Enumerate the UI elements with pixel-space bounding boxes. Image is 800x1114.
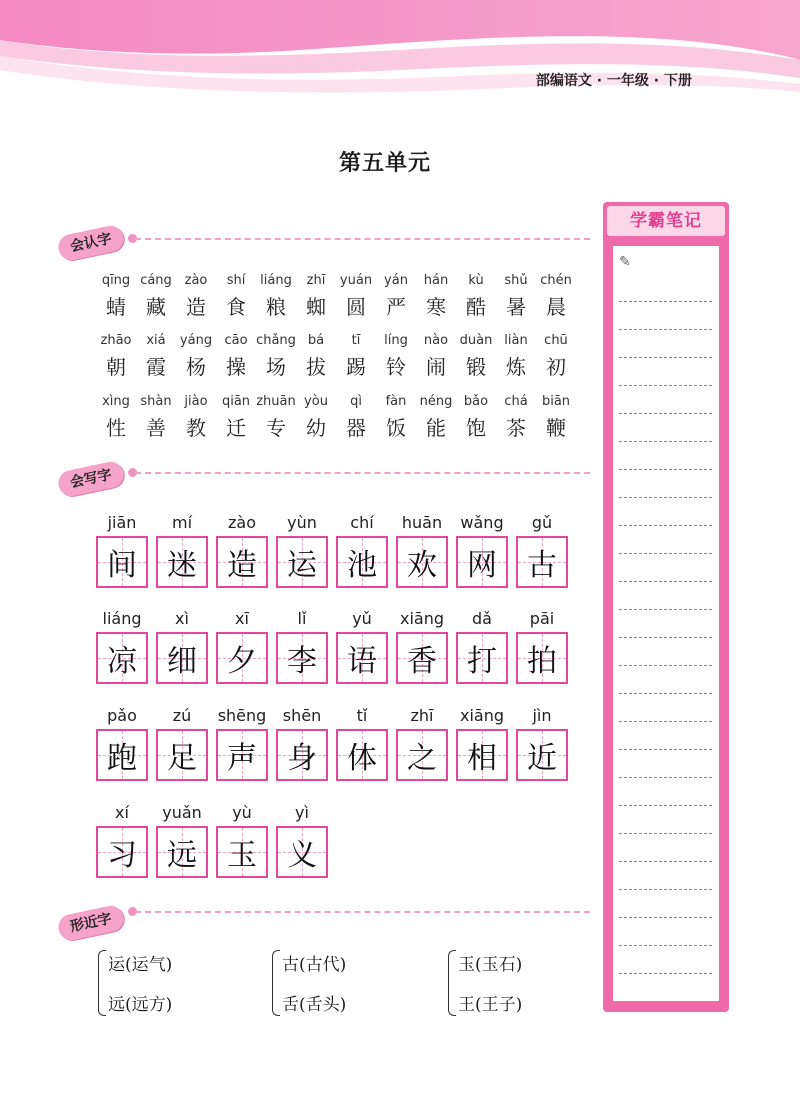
hanzi: 远 — [167, 838, 197, 873]
tian-grid-box — [456, 632, 508, 684]
tian-grid-box — [456, 536, 508, 588]
recognize-char — [256, 333, 296, 381]
write-char — [276, 608, 336, 684]
hanzi: 能 — [426, 416, 446, 440]
write-char — [96, 608, 156, 684]
recognize-char — [256, 273, 296, 321]
hanzi: 寒 — [426, 295, 446, 319]
tian-grid-box — [276, 826, 328, 878]
recognize-char — [256, 394, 296, 442]
pinyin: chǎng — [256, 333, 296, 348]
hanzi: 专 — [266, 416, 286, 440]
recognize-char — [336, 273, 376, 321]
pinyin: tī — [351, 333, 361, 348]
pencil-icon: ✎ — [619, 254, 631, 270]
pinyin: zhāo — [100, 333, 132, 348]
write-char — [396, 608, 456, 684]
write-char — [156, 705, 216, 781]
pinyin: xí — [115, 803, 129, 822]
hanzi: 善 — [146, 416, 166, 440]
pinyin: qiān — [221, 394, 251, 409]
pinyin: nào — [423, 333, 449, 348]
pinyin: yán — [384, 273, 408, 288]
tian-grid-box — [456, 729, 508, 781]
tian-grid-box — [96, 632, 148, 684]
hanzi: 足 — [167, 741, 197, 776]
hanzi: 教 — [186, 416, 206, 440]
hanzi: 闹 — [426, 355, 446, 379]
write-char — [336, 512, 396, 588]
similar-word: 王(王子) — [458, 995, 523, 1015]
tian-grid-box — [216, 536, 268, 588]
pinyin: qīng — [101, 273, 131, 288]
pinyin: bá — [307, 333, 325, 348]
recognize-char — [496, 333, 536, 381]
hanzi: 铃 — [386, 355, 406, 379]
section-divider — [135, 472, 590, 474]
book-label: 部编语文 · 一年级 · 下册 — [535, 73, 692, 89]
similar-word: 运(运气) — [108, 955, 173, 975]
hanzi: 相 — [467, 741, 497, 776]
recognize-char — [336, 333, 376, 381]
write-char — [216, 705, 276, 781]
pinyin: qì — [350, 394, 362, 409]
recognize-row — [96, 333, 576, 381]
recognize-char — [216, 273, 256, 321]
pinyin: duàn — [459, 333, 493, 348]
pinyin: zào — [228, 513, 256, 532]
recognize-char — [496, 273, 536, 321]
pinyin: tǐ — [356, 706, 368, 725]
hanzi: 李 — [287, 644, 317, 679]
write-char — [456, 608, 516, 684]
write-row — [96, 512, 576, 588]
pinyin: zào — [184, 273, 208, 288]
pinyin: zhuān — [256, 394, 296, 409]
write-char — [516, 608, 576, 684]
recognize-char — [376, 333, 416, 381]
hanzi: 拔 — [306, 355, 326, 379]
hanzi: 晨 — [546, 295, 566, 319]
hanzi: 饱 — [466, 416, 486, 440]
pinyin: shǔ — [504, 273, 528, 288]
hanzi: 器 — [346, 416, 366, 440]
pinyin: yì — [295, 803, 309, 822]
pinyin: jìn — [532, 706, 552, 725]
pinyin: yùn — [287, 513, 317, 532]
write-row — [96, 705, 576, 781]
hanzi: 杨 — [186, 355, 206, 379]
recognize-char — [136, 333, 176, 381]
pinyin: gǔ — [531, 513, 553, 532]
hanzi: 声 — [227, 741, 257, 776]
tian-grid-box — [96, 729, 148, 781]
hanzi: 严 — [386, 295, 406, 319]
hanzi: 蜻 — [106, 295, 126, 319]
pinyin: shēng — [217, 706, 267, 725]
recognize-row — [96, 273, 576, 321]
write-char — [396, 705, 456, 781]
write-char — [336, 608, 396, 684]
pinyin: liáng — [260, 273, 292, 288]
tian-grid-box — [156, 536, 208, 588]
pinyin: zhī — [306, 273, 326, 288]
write-char — [276, 512, 336, 588]
section-divider — [135, 911, 590, 913]
hanzi: 锻 — [466, 355, 486, 379]
similar-word: 玉(玉石) — [458, 955, 523, 975]
tian-grid-box — [156, 826, 208, 878]
tian-grid-box — [96, 536, 148, 588]
write-char — [396, 512, 456, 588]
tian-grid-box — [276, 729, 328, 781]
recognize-char — [96, 394, 136, 442]
pinyin: yòu — [304, 394, 328, 409]
recognize-char — [216, 333, 256, 381]
write-char — [156, 512, 216, 588]
hanzi: 凉 — [107, 644, 137, 679]
tian-grid-box — [276, 536, 328, 588]
hanzi: 夕 — [227, 644, 257, 679]
brace — [98, 950, 106, 1016]
tian-grid-box — [516, 536, 568, 588]
pinyin: cāo — [224, 333, 248, 348]
write-char — [156, 608, 216, 684]
hanzi: 霞 — [146, 355, 166, 379]
hanzi: 迁 — [226, 416, 246, 440]
write-char — [96, 802, 156, 878]
pinyin: wǎng — [460, 513, 504, 532]
hanzi: 跑 — [107, 741, 137, 776]
hanzi: 习 — [107, 838, 137, 873]
write-char — [276, 802, 336, 878]
notes-title-box — [607, 206, 725, 236]
write-row — [96, 608, 576, 684]
hanzi: 性 — [106, 416, 126, 440]
similar-word: 舌(舌头) — [282, 995, 347, 1015]
hanzi: 香 — [407, 644, 437, 679]
hanzi: 之 — [407, 741, 437, 776]
recognize-char — [96, 333, 136, 381]
recognize-char — [416, 394, 456, 442]
section-divider — [135, 238, 590, 240]
tian-grid-box — [216, 632, 268, 684]
pinyin: liáng — [102, 609, 142, 628]
page-title: 第五单元 — [338, 151, 431, 176]
recognize-char — [176, 333, 216, 381]
similar-word: 古(古代) — [282, 955, 347, 975]
hanzi: 鞭 — [546, 416, 566, 440]
pinyin: shēn — [282, 706, 322, 725]
hanzi: 拍 — [527, 644, 557, 679]
section-tag-write: 会写字 — [56, 459, 126, 498]
write-char — [156, 802, 216, 878]
recognize-char — [456, 394, 496, 442]
recognize-char — [416, 273, 456, 321]
section-tag-recognize: 会认字 — [56, 223, 126, 262]
notes-title: 学霸笔记 — [630, 211, 702, 231]
hanzi: 藏 — [146, 295, 166, 319]
tian-grid-box — [516, 632, 568, 684]
pinyin: kù — [468, 273, 484, 288]
pinyin: hán — [423, 273, 449, 288]
hanzi: 打 — [467, 644, 497, 679]
brace — [272, 950, 280, 1016]
hanzi: 食 — [226, 295, 246, 319]
pinyin: chū — [544, 333, 568, 348]
write-char — [516, 705, 576, 781]
pinyin: yǔ — [352, 609, 372, 628]
hanzi: 欢 — [407, 548, 437, 583]
tian-grid-box — [336, 632, 388, 684]
recognize-char — [456, 333, 496, 381]
pinyin: biān — [541, 394, 571, 409]
tian-grid-box — [216, 729, 268, 781]
hanzi: 炼 — [506, 355, 526, 379]
tian-grid-box — [96, 826, 148, 878]
pinyin: jiān — [107, 513, 137, 532]
hanzi: 场 — [266, 355, 286, 379]
tian-grid-box — [396, 632, 448, 684]
hanzi: 暑 — [506, 295, 526, 319]
hanzi: 细 — [167, 644, 197, 679]
hanzi: 运 — [287, 548, 317, 583]
tian-grid-box — [276, 632, 328, 684]
pinyin: mí — [171, 513, 193, 532]
recognize-char — [296, 394, 336, 442]
hanzi: 间 — [107, 548, 137, 583]
write-char — [96, 705, 156, 781]
section-tag-similar: 形近字 — [56, 903, 126, 942]
hanzi: 身 — [287, 741, 317, 776]
pinyin: xiāng — [399, 609, 444, 628]
recognize-char — [536, 273, 576, 321]
hanzi: 体 — [347, 741, 377, 776]
hanzi: 迷 — [167, 548, 197, 583]
pinyin: yuǎn — [162, 803, 202, 822]
hanzi: 义 — [287, 838, 317, 873]
recognize-char — [296, 273, 336, 321]
pinyin: xiāng — [459, 706, 504, 725]
recognize-char — [296, 333, 336, 381]
recognize-char — [136, 394, 176, 442]
recognize-char — [536, 333, 576, 381]
pinyin: néng — [419, 394, 453, 409]
pinyin: lǐ — [297, 609, 307, 628]
write-row — [96, 802, 336, 878]
pinyin: pǎo — [107, 706, 137, 725]
recognize-row — [96, 394, 576, 442]
pinyin: chá — [504, 394, 528, 409]
hanzi: 酷 — [466, 295, 486, 319]
hanzi: 玉 — [227, 838, 257, 873]
tian-grid-box — [396, 536, 448, 588]
pinyin: zhī — [410, 706, 434, 725]
hanzi: 造 — [186, 295, 206, 319]
write-char — [216, 512, 276, 588]
pinyin: shí — [226, 273, 246, 288]
pinyin: bǎo — [463, 394, 489, 409]
notes-panel — [603, 202, 729, 1012]
hanzi: 幼 — [306, 416, 326, 440]
recognize-char — [456, 273, 496, 321]
hanzi: 饭 — [386, 416, 406, 440]
tian-grid-box — [396, 729, 448, 781]
pinyin: yù — [232, 803, 252, 822]
hanzi: 古 — [527, 548, 557, 583]
tian-grid-box — [336, 536, 388, 588]
hanzi: 茶 — [506, 416, 526, 440]
write-char — [456, 512, 516, 588]
pinyin: xiá — [146, 333, 166, 348]
pinyin: zú — [172, 706, 192, 725]
write-char — [516, 512, 576, 588]
hanzi: 踢 — [346, 355, 366, 379]
notes-ruled-lines — [619, 274, 713, 993]
write-char — [336, 705, 396, 781]
pinyin: yáng — [179, 333, 213, 348]
write-char — [216, 802, 276, 878]
hanzi: 初 — [546, 355, 566, 379]
tian-grid-box — [516, 729, 568, 781]
tian-grid-box — [156, 729, 208, 781]
pinyin: jiào — [184, 394, 208, 409]
pinyin: dǎ — [472, 609, 492, 628]
hanzi: 网 — [467, 548, 497, 583]
pinyin: xì — [175, 609, 189, 628]
pinyin: huān — [401, 513, 443, 532]
recognize-char — [216, 394, 256, 442]
write-char — [216, 608, 276, 684]
hanzi: 语 — [347, 644, 377, 679]
tian-grid-box — [336, 729, 388, 781]
recognize-char — [416, 333, 456, 381]
pinyin: shàn — [140, 394, 172, 409]
hanzi: 近 — [527, 741, 557, 776]
tian-grid-box — [216, 826, 268, 878]
brace — [448, 950, 456, 1016]
pinyin: pāi — [529, 609, 555, 628]
pinyin: xìng — [102, 394, 130, 409]
recognize-char — [536, 394, 576, 442]
recognize-char — [136, 273, 176, 321]
pinyin: fàn — [385, 394, 407, 409]
recognize-char — [336, 394, 376, 442]
recognize-char — [376, 273, 416, 321]
recognize-char — [376, 394, 416, 442]
pinyin: líng — [384, 333, 408, 348]
pinyin: yuán — [339, 273, 373, 288]
recognize-char — [496, 394, 536, 442]
recognize-char — [176, 273, 216, 321]
hanzi: 粮 — [266, 295, 286, 319]
recognize-char — [176, 394, 216, 442]
hanzi: 操 — [226, 355, 246, 379]
pinyin: liàn — [504, 333, 528, 348]
similar-word: 远(远方) — [108, 995, 173, 1015]
hanzi: 朝 — [106, 355, 126, 379]
pinyin: chén — [540, 273, 572, 288]
hanzi: 蜘 — [306, 295, 326, 319]
write-char — [96, 512, 156, 588]
notes-paper[interactable] — [613, 246, 719, 1001]
write-char — [276, 705, 336, 781]
pinyin: chí — [350, 513, 374, 532]
hanzi: 造 — [227, 548, 257, 583]
pinyin: xī — [235, 609, 249, 628]
hanzi: 池 — [347, 548, 377, 583]
write-char — [456, 705, 516, 781]
tian-grid-box — [156, 632, 208, 684]
pinyin: cáng — [140, 273, 172, 288]
recognize-char — [96, 273, 136, 321]
hanzi: 圆 — [346, 295, 366, 319]
